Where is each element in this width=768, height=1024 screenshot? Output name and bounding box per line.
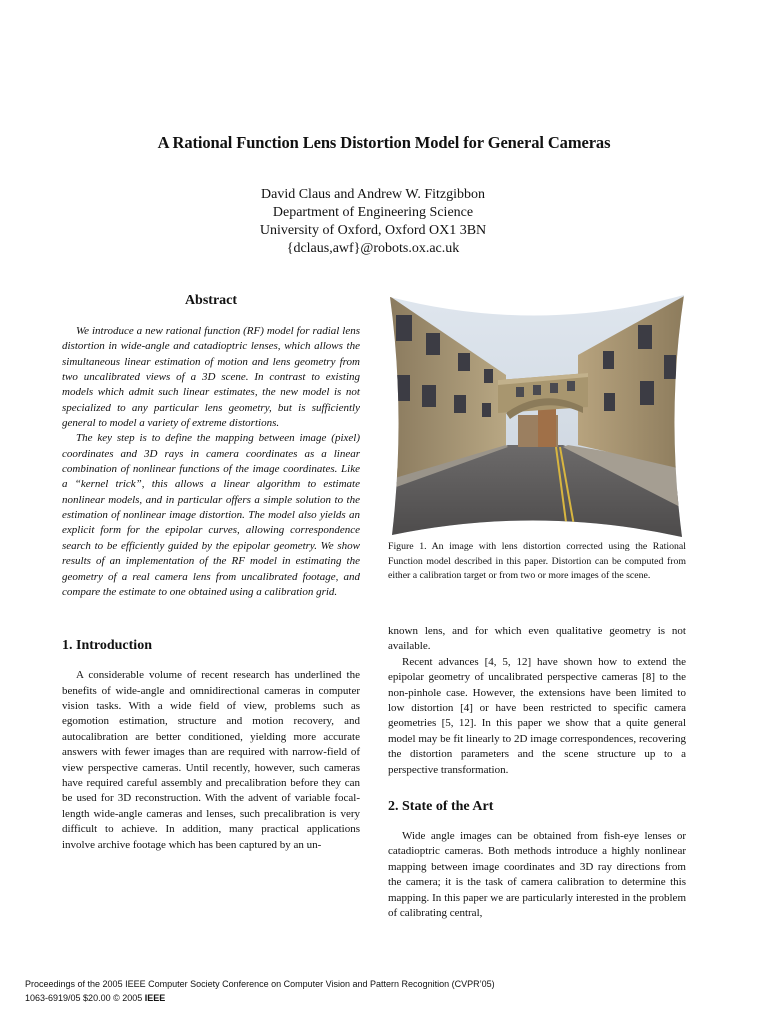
footer-proceedings: Proceedings of the 2005 IEEE Computer Society Conference on Computer Vision and Pattern Recognition (CVPR’05): [25, 979, 495, 989]
introduction-heading: 1. Introduction: [62, 638, 152, 654]
introduction-body: [62, 668, 360, 853]
state-of-art-paragraph: Wide angle images can be obtained from fish-eye lenses or catadioptric cameras. Both methods introduce a highly nonlinear mapping between image coordinates and 3D ray directions from the camera; it is the task of camera calibration to determine this mapping. In this paper we are particularly interested in the problem of calibrating central,: [388, 830, 686, 920]
footer-copyright: [25, 991, 765, 1005]
distortion-corrected-photo: [388, 295, 686, 537]
state-of-art-body: [388, 829, 686, 921]
author-email: {dclaus,awf}@robots.ox.ac.uk: [286, 241, 460, 256]
left-column: [62, 293, 360, 853]
author-block: [0, 186, 746, 258]
author-department: Department of Engineering Science: [272, 205, 474, 220]
state-of-art-heading: 2. State of the Art: [388, 799, 494, 814]
continuation-paragraph: known lens, and for which even qualitative geometry is not available.: [388, 625, 686, 653]
author-university: University of Oxford, Oxford OX1 3BN: [259, 223, 487, 238]
introduction-paragraph: A considerable volume of recent research has underlined the benefits of wide-angle and omnidirectional cameras in computer vision tasks. With a wide field of view, problems such as egomotion estimation, structure and motion recovery, and autocalibration are better conditioned, yielding more accurate answers with fewer images than are required with narrow-field of view perspective cameras. Until recently, however, such cameras have required careful assembly and precalibration before they can be used for 3D reconstruction. With the advent of variable focal-length wide-angle cameras and lenses, such precalibration is very difficult to achieve. In addition, many practical applications involve archive footage which has been captured by an un-: [62, 669, 360, 851]
paper-title: A Rational Function Lens Distortion Model for General Cameras: [157, 133, 611, 152]
figure-1-image: [388, 295, 686, 537]
footer-issn: 1063-6919/05 $20.00 © 2005: [25, 993, 143, 1003]
abstract-paragraph: We introduce a new rational function (RF) model for radial lens distortion in wide-angle and catadioptric lenses, which allows the simultaneous linear estimation of motion and lens geometry from two uncalibrated views of a 3D scene. In contrast to existing models which admit such linear estimates, the new model is not specialized to any particular lens geometry, but is sufficiently general to model a variety of extreme distortions.: [62, 325, 360, 430]
abstract-paragraph: The key step is to define the mapping between image (pixel) coordinates and 3D rays in camera coordinates as a linear combination of nonlinear functions of the image coordinates. Like a “kernel trick”, this allows a linear algorithm to estimate nonlinear models, and in particular offers a simple solution to the estimation of nonlinear image distortion. The model also yields an explicit form for the epipolar curves, allowing correspondence search to be efficiently guided by the epipolar geometry. We show results of an implementation of the RF model in estimating the geometry of a real camera lens from uncalibrated footage, and compare the estimate to one obtained using a calibration grid.: [62, 432, 360, 598]
abstract-heading: Abstract: [184, 293, 238, 308]
figure-1-caption: Figure 1. An image with lens distortion corrected using the Rational Function model described in this paper. Distortion can be computed from either a calibration target or from two or more images of the scene.: [388, 541, 686, 582]
right-column-body: [388, 624, 686, 778]
ieee-logo: IEEE: [144, 993, 166, 1003]
author-names: David Claus and Andrew W. Fitzgibbon: [261, 187, 485, 202]
page-footer: [25, 977, 765, 1005]
recent-advances-paragraph: Recent advances [4, 5, 12] have shown how to extend the epipolar geometry of uncalibrated perspective cameras [8] to the non-pinhole case. However, the extensions have been limited to low distortion [4] or have been restricted to specific camera geometries [5, 12]. In this paper we show that a quite general model may be fit linearly to 2D image correspondences, recovering the distortion parameters and the scene structure up to a perspective transformation.: [388, 655, 686, 776]
abstract-body: [62, 324, 360, 600]
